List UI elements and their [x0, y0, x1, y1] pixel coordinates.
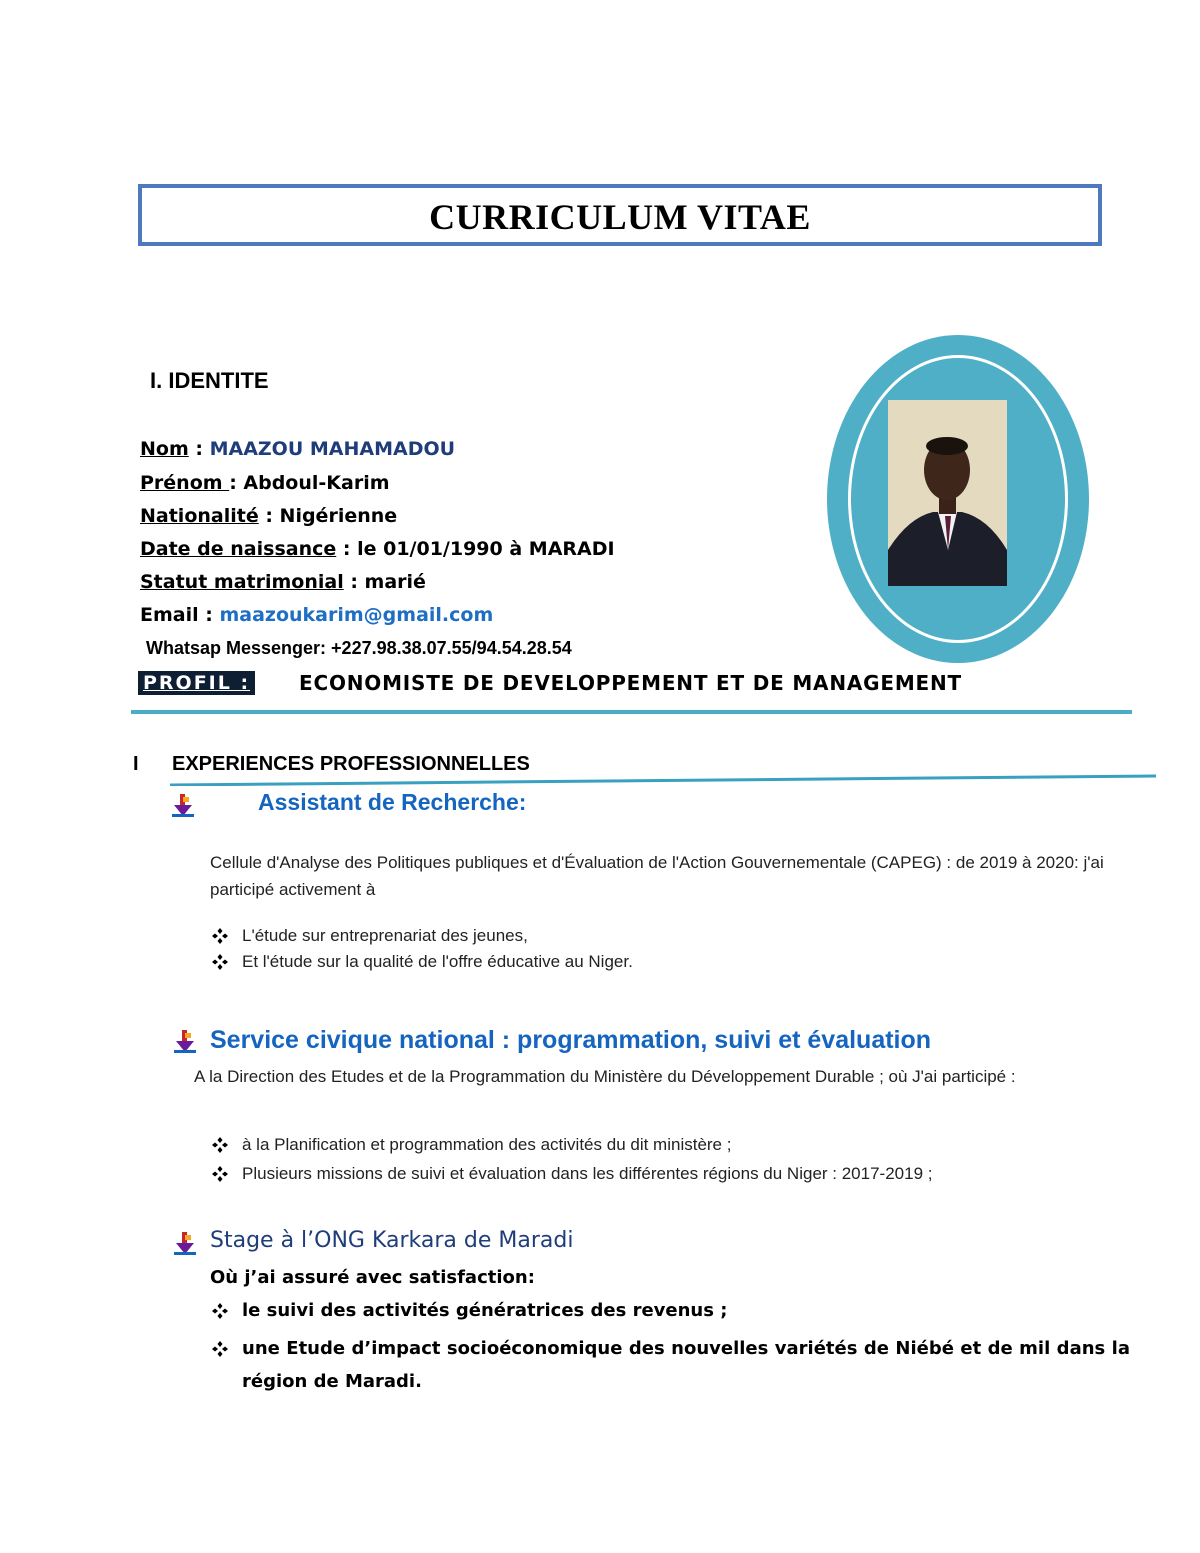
- naissance-label: Date de naissance: [140, 538, 337, 560]
- list-item-text: Et l'étude sur la qualité de l'offre éducative au Niger.: [242, 952, 633, 971]
- list-item-text: à la Planification et programmation des activités du dit ministère ;: [242, 1135, 732, 1154]
- nationalite-line: Nationalité : Nigérienne: [140, 505, 398, 527]
- list-item-text: L'étude sur entreprenariat des jeunes,: [242, 926, 528, 945]
- email-link[interactable]: maazoukarim@gmail.com: [219, 604, 494, 626]
- four-diamond-icon: [212, 1303, 228, 1319]
- arrow-down-icon: [174, 1232, 196, 1256]
- title-box: [138, 184, 1102, 246]
- four-diamond-icon: [212, 1166, 228, 1182]
- profil-title: ECONOMISTE DE DEVELOPPEMENT ET DE MANAGEMENT: [299, 671, 962, 695]
- prenom-label: Prénom: [140, 472, 230, 494]
- four-diamond-icon: [212, 954, 228, 970]
- job-description-stage: Où j’ai assuré avec satisfaction:: [210, 1267, 535, 1288]
- prenom-value: Abdoul-Karim: [243, 472, 390, 494]
- job-title-service-civique: Service civique national : programmation, suivi et évaluation: [210, 1026, 932, 1054]
- four-diamond-icon: [212, 1137, 228, 1153]
- nationalite-value: Nigérienne: [279, 505, 398, 527]
- list-item: [212, 1164, 932, 1184]
- profil-badge: [138, 671, 255, 695]
- email-label: Email :: [140, 604, 213, 626]
- arrow-down-icon: [174, 1030, 196, 1054]
- experiences-number: I: [133, 753, 139, 775]
- profile-photo: [888, 400, 1007, 586]
- naissance-line: Date de naissance : le 01/01/1990 à MARADI: [140, 538, 615, 560]
- list-item: [212, 952, 633, 972]
- email-line: [140, 604, 493, 626]
- whatsapp-line: Whatsap Messenger: +227.98.38.07.55/94.54.28.54: [146, 638, 572, 658]
- nationalite-label: Nationalité: [140, 505, 259, 527]
- four-diamond-icon: [212, 928, 228, 944]
- section-divider: [131, 710, 1132, 714]
- list-item: [212, 1332, 1130, 1398]
- list-item-text: Plusieurs missions de suivi et évaluation dans les différentes régions du Niger : 2017-2019 ;: [242, 1164, 933, 1183]
- list-item-text: une Etude d’impact socioéconomique des nouvelles variétés de Niébé et de mil dans la région de Maradi.: [242, 1338, 1130, 1392]
- job-title-assistant: Assistant de Recherche:: [258, 789, 527, 815]
- identite-heading: I. IDENTITE: [150, 368, 269, 393]
- nom-label: Nom: [140, 438, 189, 460]
- job-description-service-civique: A la Direction des Etudes et de la Programmation du Ministère du Développement Durable ; où J'ai participé :: [194, 1067, 1016, 1086]
- statut-label: Statut matrimonial: [140, 571, 344, 593]
- job-title-stage: Stage à l’ONG Karkara de Maradi: [210, 1228, 574, 1253]
- profil-label: PROFIL :: [143, 672, 251, 694]
- list-item: [212, 1300, 727, 1321]
- list-item-text: le suivi des activités génératrices des revenus ;: [242, 1300, 728, 1321]
- arrow-down-icon: [172, 794, 194, 818]
- nom-line: Nom : MAAZOU MAHAMADOU: [140, 438, 456, 460]
- statut-line: Statut matrimonial : marié: [140, 571, 426, 593]
- document-title: CURRICULUM VITAE: [429, 197, 811, 237]
- list-item: [212, 1135, 731, 1155]
- person-silhouette-icon: [888, 400, 1007, 586]
- naissance-value: le 01/01/1990 à MARADI: [357, 538, 615, 560]
- job-description-assistant: Cellule d'Analyse des Politiques publiques et d'Évaluation de l'Action Gouvernementale (CAPEG) : de 2019 à 2020: j'ai participé activement à: [210, 853, 1104, 899]
- statut-value: marié: [364, 571, 426, 593]
- prenom-line: Prénom : Abdoul-Karim: [140, 472, 390, 494]
- experiences-underline: [170, 774, 1156, 786]
- experiences-heading: EXPERIENCES PROFESSIONNELLES: [172, 753, 530, 775]
- list-item: [212, 926, 528, 946]
- nom-value: MAAZOU MAHAMADOU: [209, 438, 456, 460]
- four-diamond-icon: [212, 1341, 228, 1357]
